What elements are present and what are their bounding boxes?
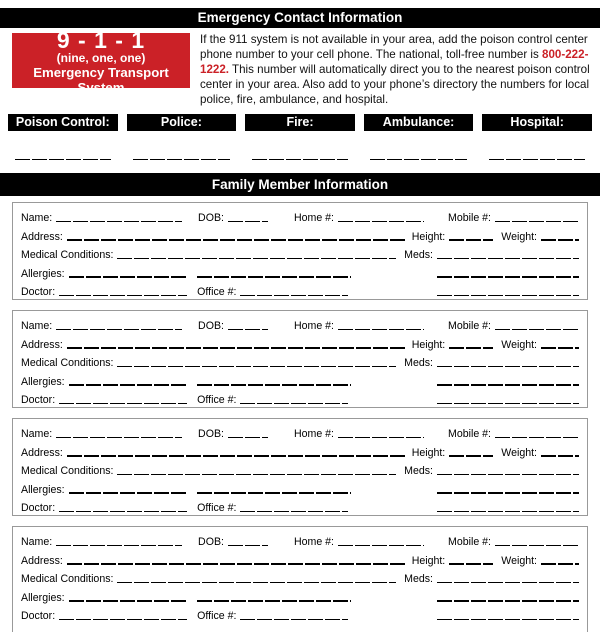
- member-row-allergies: [21, 586, 579, 605]
- allergies-field-line[interactable]: [69, 276, 187, 277]
- meds-field-line[interactable]: [437, 474, 579, 475]
- name-label: Name:: [21, 211, 53, 224]
- name-label: Name:: [21, 319, 53, 332]
- home-phone-field-line[interactable]: [338, 329, 424, 330]
- name-label: Name:: [21, 535, 53, 548]
- height-label: Height:: [411, 554, 446, 567]
- meds-field-line[interactable]: [437, 582, 579, 583]
- dob-field-line[interactable]: [228, 221, 268, 222]
- doctor-label: Doctor:: [21, 610, 56, 623]
- meds-label: Meds:: [404, 249, 433, 262]
- member-row-doctor: [21, 389, 579, 408]
- poison-control-field-line[interactable]: [15, 159, 111, 160]
- office-phone-label: Office #:: [197, 610, 237, 623]
- emergency-system-caption: Emergency Transport System: [33, 64, 169, 95]
- weight-field-line[interactable]: [541, 347, 579, 348]
- home-phone-field-line[interactable]: [338, 221, 424, 222]
- office-phone-label: Office #:: [197, 502, 237, 515]
- contact-cell-poison-control: [8, 114, 118, 160]
- home-phone-label: Home #:: [293, 211, 334, 224]
- dob-label: DOB:: [198, 427, 224, 440]
- office-phone-label: Office #:: [197, 394, 237, 407]
- family-header-title: Family Member Information: [211, 177, 389, 193]
- dob-field-line[interactable]: [228, 329, 268, 330]
- medical-conditions-label: Medical Conditions:: [21, 465, 114, 478]
- fire-field-line[interactable]: [252, 159, 348, 160]
- name-field-line[interactable]: [56, 545, 182, 546]
- meds-continued-field-line-2[interactable]: [437, 295, 579, 296]
- address-field-line[interactable]: [67, 239, 406, 240]
- member-row-name: [21, 422, 579, 441]
- hospital-label: Hospital:: [482, 114, 592, 131]
- emergency-header-bar: [0, 8, 600, 28]
- allergies-label: Allergies:: [21, 483, 65, 496]
- meds-label: Meds:: [404, 357, 433, 370]
- weight-label: Weight:: [501, 338, 537, 351]
- dob-field-line[interactable]: [228, 437, 268, 438]
- mobile-phone-field-line[interactable]: [495, 545, 579, 546]
- contact-cell-police: [127, 114, 237, 160]
- medical-conditions-label: Medical Conditions:: [21, 249, 114, 262]
- weight-label: Weight:: [501, 446, 537, 459]
- allergies-continued-field-line[interactable]: [197, 384, 351, 385]
- dob-label: DOB:: [198, 535, 224, 548]
- dob-label: DOB:: [198, 211, 224, 224]
- 911-red-box: [12, 26, 190, 95]
- allergies-field-line[interactable]: [69, 384, 187, 385]
- mobile-phone-field-line[interactable]: [495, 221, 579, 222]
- member-row-name: [21, 314, 579, 333]
- doctor-field-line[interactable]: [59, 619, 187, 620]
- allergies-continued-field-line[interactable]: [197, 492, 351, 493]
- home-phone-label: Home #:: [293, 319, 334, 332]
- emergency-number-words: (nine, one, one): [56, 50, 146, 65]
- weight-field-line[interactable]: [541, 239, 579, 240]
- address-label: Address:: [21, 554, 63, 567]
- member-row-allergies: [21, 370, 579, 389]
- family-member-block: [12, 202, 588, 300]
- medical-conditions-field-line[interactable]: [117, 582, 396, 583]
- home-phone-field-line[interactable]: [338, 545, 424, 546]
- height-field-line[interactable]: [449, 455, 493, 456]
- office-phone-field-line[interactable]: [240, 295, 348, 296]
- contact-cell-hospital: [482, 114, 592, 160]
- emergency-header-title: Emergency Contact Information: [197, 10, 403, 25]
- allergies-continued-field-line[interactable]: [197, 600, 351, 601]
- home-phone-label: Home #:: [293, 535, 334, 548]
- medical-conditions-field-line[interactable]: [117, 474, 396, 475]
- contact-cell-ambulance: [364, 114, 474, 160]
- address-field-line[interactable]: [67, 347, 406, 348]
- mobile-phone-label: Mobile #:: [448, 535, 491, 548]
- address-label: Address:: [21, 230, 63, 243]
- intro-section: [12, 26, 590, 107]
- mobile-phone-label: Mobile #:: [448, 211, 491, 224]
- member-row-medical: [21, 568, 579, 587]
- contact-cell-fire: [245, 114, 355, 160]
- police-field-line[interactable]: [133, 159, 229, 160]
- name-label: Name:: [21, 427, 53, 440]
- meds-label: Meds:: [404, 573, 433, 586]
- mobile-phone-field-line[interactable]: [495, 437, 579, 438]
- member-row-name: [21, 206, 579, 225]
- mobile-phone-label: Mobile #:: [448, 427, 491, 440]
- height-field-line[interactable]: [449, 347, 493, 348]
- meds-continued-field-line-2[interactable]: [437, 403, 579, 404]
- family-members: [12, 202, 588, 632]
- medical-conditions-label: Medical Conditions:: [21, 357, 114, 370]
- poison-control-paragraph: [200, 32, 590, 107]
- ambulance-field-line[interactable]: [370, 159, 466, 160]
- allergies-label: Allergies:: [21, 375, 65, 388]
- doctor-field-line[interactable]: [59, 403, 187, 404]
- name-field-line[interactable]: [56, 329, 182, 330]
- member-row-name: [21, 530, 579, 549]
- address-field-line[interactable]: [67, 455, 406, 456]
- member-row-allergies: [21, 478, 579, 497]
- paragraph-text-after: This number will automatically direct you to the nearest poison control center in your area. Also add to your phone’s directory the numbers for local police, fire, ambulance, and hospital.: [200, 63, 590, 106]
- height-label: Height:: [411, 338, 446, 351]
- name-field-line[interactable]: [56, 437, 182, 438]
- mobile-phone-label: Mobile #:: [448, 319, 491, 332]
- medical-conditions-field-line[interactable]: [117, 258, 396, 259]
- member-row-address: [21, 441, 579, 460]
- doctor-label: Doctor:: [21, 394, 56, 407]
- weight-label: Weight:: [501, 230, 537, 243]
- home-phone-label: Home #:: [293, 427, 334, 440]
- member-row-medical: [21, 352, 579, 371]
- member-row-doctor: [21, 605, 579, 624]
- weight-field-line[interactable]: [541, 455, 579, 456]
- allergies-field-line[interactable]: [69, 492, 187, 493]
- name-field-line[interactable]: [56, 221, 182, 222]
- paragraph-text-before: If the 911 system is not available in your area, add the poison control center phone number to your cell phone. The national, toll-free number is: [200, 33, 588, 61]
- home-phone-field-line[interactable]: [338, 437, 424, 438]
- fire-label: Fire:: [245, 114, 355, 131]
- member-row-address: [21, 333, 579, 352]
- meds-field-line[interactable]: [437, 258, 579, 259]
- height-label: Height:: [411, 230, 446, 243]
- member-row-medical: [21, 460, 579, 479]
- member-row-doctor: [21, 281, 579, 300]
- doctor-label: Doctor:: [21, 502, 56, 515]
- member-row-allergies: [21, 262, 579, 281]
- emergency-contacts-row: [8, 114, 592, 160]
- ambulance-label: Ambulance:: [364, 114, 474, 131]
- office-phone-label: Office #:: [197, 286, 237, 299]
- meds-continued-field-line[interactable]: [437, 492, 579, 493]
- allergies-label: Allergies:: [21, 267, 65, 280]
- dob-field-line[interactable]: [228, 545, 268, 546]
- emergency-contact-form: [0, 8, 600, 631]
- member-row-doctor: [21, 497, 579, 516]
- family-header-bar: [0, 173, 600, 196]
- doctor-label: Doctor:: [21, 286, 56, 299]
- meds-continued-field-line[interactable]: [437, 384, 579, 385]
- member-row-address: [21, 225, 579, 244]
- doctor-field-line[interactable]: [59, 295, 187, 296]
- member-row-address: [21, 549, 579, 568]
- meds-continued-field-line[interactable]: [437, 600, 579, 601]
- mobile-phone-field-line[interactable]: [495, 329, 579, 330]
- office-phone-field-line[interactable]: [240, 403, 348, 404]
- dob-label: DOB:: [198, 319, 224, 332]
- member-row-medical: [21, 244, 579, 263]
- meds-continued-field-line-2[interactable]: [437, 619, 579, 620]
- address-label: Address:: [21, 446, 63, 459]
- address-label: Address:: [21, 338, 63, 351]
- office-phone-field-line[interactable]: [240, 619, 348, 620]
- poison-control-label: Poison Control:: [8, 114, 118, 131]
- meds-continued-field-line[interactable]: [437, 276, 579, 277]
- family-member-block: [12, 310, 588, 408]
- allergies-label: Allergies:: [21, 591, 65, 604]
- allergies-continued-field-line[interactable]: [197, 276, 351, 277]
- office-phone-field-line[interactable]: [240, 511, 348, 512]
- height-field-line[interactable]: [449, 239, 493, 240]
- medical-conditions-field-line[interactable]: [117, 366, 396, 367]
- medical-conditions-label: Medical Conditions:: [21, 573, 114, 586]
- weight-label: Weight:: [501, 554, 537, 567]
- weight-field-line[interactable]: [541, 563, 579, 564]
- allergies-field-line[interactable]: [69, 600, 187, 601]
- doctor-field-line[interactable]: [59, 511, 187, 512]
- height-label: Height:: [411, 446, 446, 459]
- address-field-line[interactable]: [67, 563, 406, 564]
- meds-continued-field-line-2[interactable]: [437, 511, 579, 512]
- emergency-number: 9 - 1 - 1: [56, 26, 146, 53]
- family-member-block: [12, 526, 588, 632]
- police-label: Police:: [127, 114, 237, 131]
- meds-field-line[interactable]: [437, 366, 579, 367]
- meds-label: Meds:: [404, 465, 433, 478]
- family-member-block: [12, 418, 588, 516]
- height-field-line[interactable]: [449, 563, 493, 564]
- poison-control-phone-number: 800-222-1222.: [200, 48, 589, 76]
- hospital-field-line[interactable]: [489, 159, 585, 160]
